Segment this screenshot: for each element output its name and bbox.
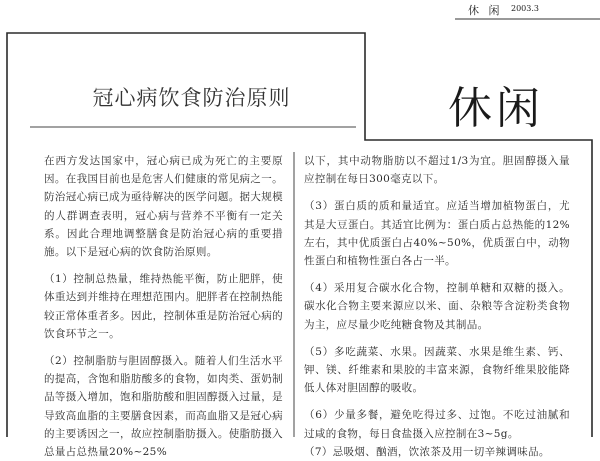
paragraph-rule-5: （5）多吃蔬菜、水果。因蔬菜、水果是维生素、钙、钾、镁、纤维素和果胶的丰富来源，食物纤维果胶能降低人体对胆固醇的吸收。 bbox=[304, 345, 570, 395]
paragraph-rule-2: （2）控制脂肪与胆固醇摄入。随着人们生活水平的提高，含饱和脂肪酸多的食物，如肉类、蛋奶制品等摄入增加，饱和脂肪酸和胆固醇摄入过量，是导致高血脂的主要膳食因素，而高血脂又是冠心病的主要诱因之一，故应控制脂肪摄入。使脂肪摄入总量占总热量20%~25% bbox=[44, 355, 283, 459]
paragraph-rule-1: （1）控制总热量，维持热能平衡，防止肥胖，使体重达到并维持在理想范围内。肥胖者在控制热能较正常体重者多。因此，控制体重是防治冠心病的饮食环节之一。 bbox=[44, 273, 283, 340]
paragraph-intro: 在西方发达国家中，冠心病已成为死亡的主要原因。在我国目前也是危害人们健康的常见病之一。防治冠心病已成为亟待解决的医学问题。据大规模的人群调查表明，冠心病与营养不平衡有一定关系。因此合理地调整膳食是防治冠心病的重要措施。以下是冠心病的饮食防治原则。 bbox=[44, 155, 283, 259]
paragraph-rule-3: （3）蛋白质的质和量适宜。应适当增加植物蛋白，尤其是大豆蛋白。其适宜比例为：蛋白质占总热能的12%左右，其中优质蛋白占40%~50%，优质蛋白中，动物性蛋白和植物性蛋白各占一半。 bbox=[304, 200, 570, 268]
paragraph-rule-2-cont: 以下，其中动物脂肪以不超过1/3为宜。胆固醇摄入量应控制在每日300毫克以下。 bbox=[304, 155, 570, 186]
section-label: 休 闲 bbox=[468, 4, 503, 17]
issue-date: 2003.3 bbox=[511, 4, 539, 13]
paragraph-rule-7: （7）忌吸烟、酗酒，饮浓茶及用一切辛辣调味品。 bbox=[304, 445, 550, 458]
article-title: 冠心病饮食防治原则 bbox=[92, 86, 291, 110]
right-column bbox=[304, 152, 570, 458]
left-column bbox=[44, 152, 283, 459]
paragraph-rule-4: （4）采用复合碳水化合物，控制单糖和双糖的摄入。碳水化合物主要来源应以米、面、杂粮等含淀粉类食物为主，应尽量少吃纯糖食物及其制品。 bbox=[304, 282, 570, 331]
section-title: 休闲 bbox=[448, 83, 544, 134]
paragraph-rule-6: （6）少量多餐，避免吃得过多、过饱。不吃过油腻和过咸的食物，每日食盐摄入应控制在3~5g。 bbox=[304, 409, 570, 440]
